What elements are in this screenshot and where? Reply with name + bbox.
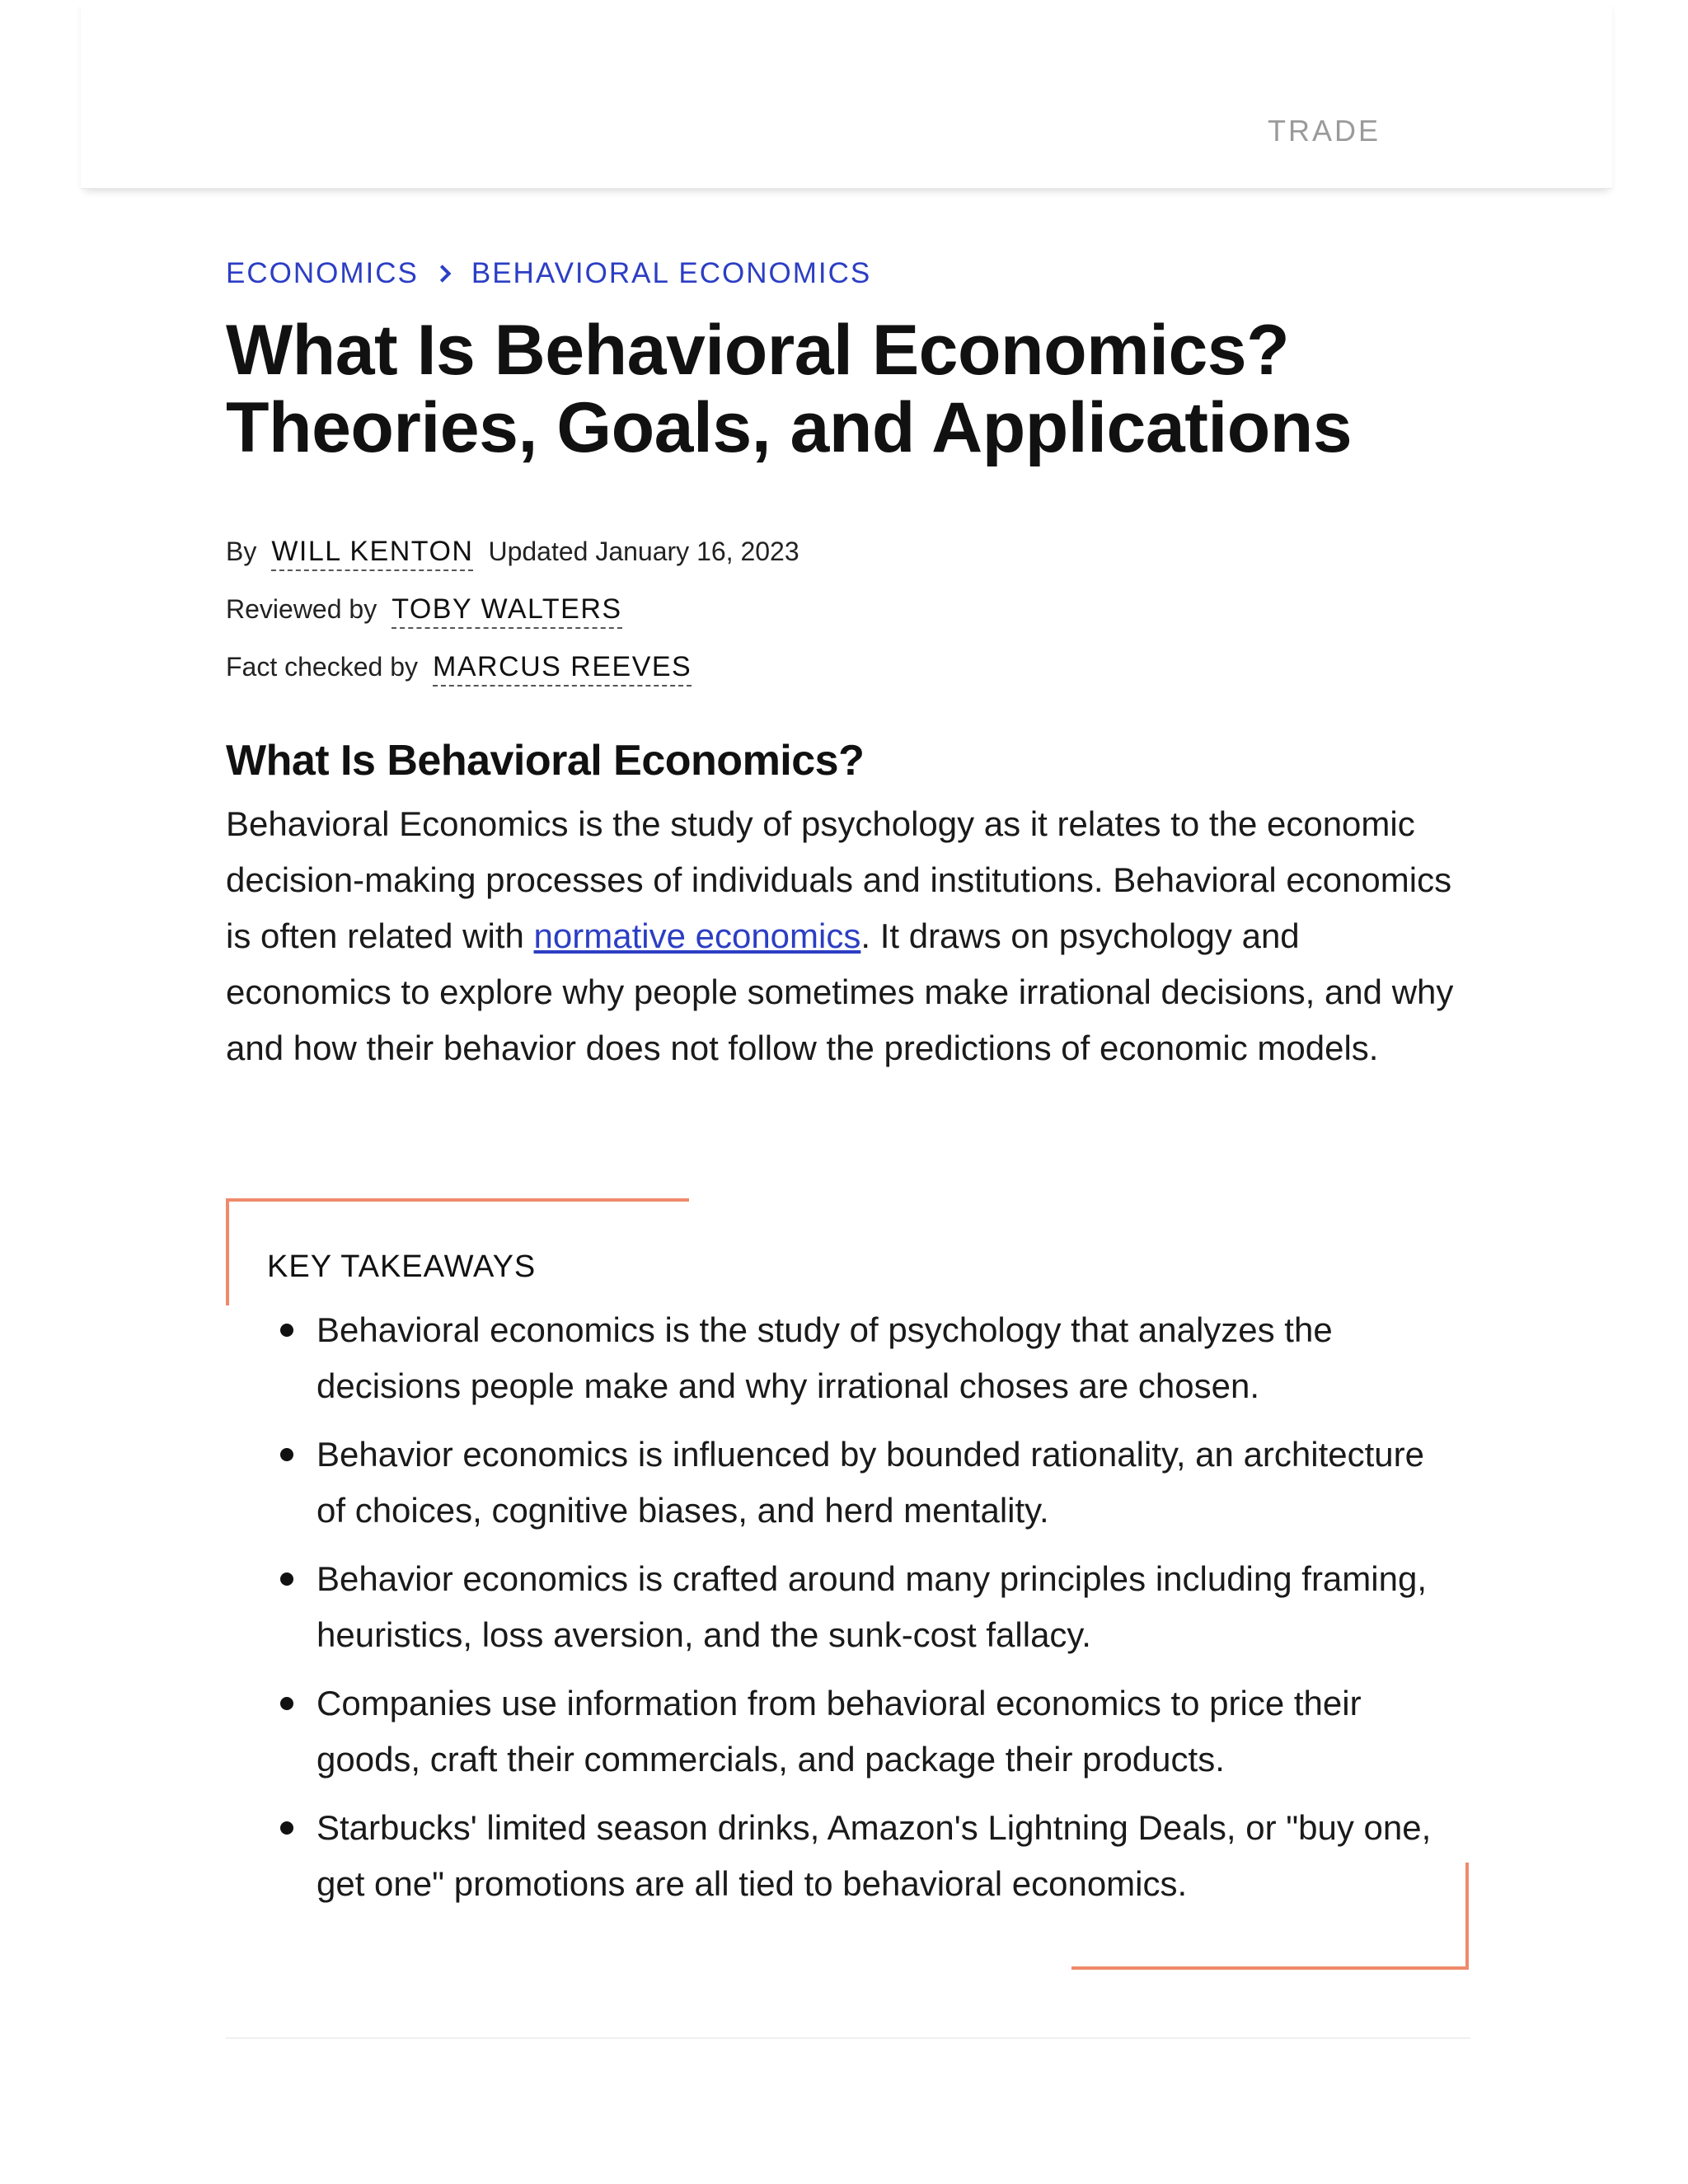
breadcrumb-economics[interactable]: ECONOMICS <box>226 257 419 289</box>
list-item <box>316 1551 1437 1663</box>
takeaway-text: Companies use information from behavioral economics to price their goods, craft their commercials, and package their products. <box>316 1684 1362 1779</box>
intro-text-start: Behavioral Economics is the study of psychology as it relates to the economic decision-making processes of individuals and institutions. Behavioral economics is often related with <box>226 804 1452 955</box>
takeaway-text: Behavior economics is influenced by bounded rationality, an architecture of choices, cognitive biases, and herd mentality. <box>316 1435 1424 1530</box>
key-takeaways-box <box>226 1198 1469 1970</box>
breadcrumb-behavioral-economics[interactable]: BEHAVIORAL ECONOMICS <box>471 257 872 289</box>
fact-checker-link[interactable]: MARCUS REEVES <box>433 651 692 687</box>
list-item <box>316 1302 1437 1414</box>
intro-paragraph <box>226 796 1470 1076</box>
bullet-icon <box>280 1821 293 1835</box>
bullet-icon <box>280 1324 293 1337</box>
key-takeaways-list <box>316 1302 1437 1924</box>
list-item <box>316 1800 1437 1912</box>
key-takeaways-heading: KEY TAKEAWAYS <box>267 1249 537 1284</box>
reviewer-link[interactable]: TOBY WALTERS <box>392 593 621 629</box>
byline-block <box>226 536 1470 709</box>
accent-corner-bottom-right <box>1071 1966 1469 1970</box>
byline-author-row <box>226 536 1470 593</box>
takeaway-text: Behavioral economics is the study of psychology that analyzes the decisions people make and why irrational choses are chosen. <box>316 1310 1333 1405</box>
breadcrumb <box>226 247 1470 300</box>
byline-factcheck-row <box>226 651 1470 709</box>
accent-corner-bottom-right-vertical <box>1465 1863 1469 1970</box>
intro-text-end: . It draws on psychology and economics to explore why people sometimes make irrational decisions, and why and how their behavior does not follow the predictions of economic models. <box>226 916 1454 1067</box>
top-navigation-bar <box>81 0 1612 189</box>
fact-checked-by-label: Fact checked by <box>226 652 418 682</box>
byline-reviewer-row <box>226 593 1470 651</box>
chevron-right-icon <box>434 262 457 285</box>
accent-corner-top-left-vertical <box>226 1198 229 1305</box>
list-item <box>316 1675 1437 1788</box>
accent-corner-top-left <box>226 1198 689 1202</box>
bullet-icon <box>280 1572 293 1586</box>
normative-economics-link[interactable]: normative economics <box>533 916 861 955</box>
page-title: What Is Behavioral Economics? Theories, Goals, and Applications <box>226 311 1353 467</box>
takeaway-text: Behavior economics is crafted around many principles including framing, heuristics, loss aversion, and the sunk-cost fallacy. <box>316 1559 1427 1654</box>
section-divider <box>226 2037 1470 2039</box>
bullet-icon <box>280 1697 293 1710</box>
takeaway-text: Starbucks' limited season drinks, Amazon's Lightning Deals, or "buy one, get one" promotions are all tied to behavioral economics. <box>316 1808 1432 1903</box>
bullet-icon <box>280 1448 293 1461</box>
by-label: By <box>226 537 257 566</box>
reviewed-by-label: Reviewed by <box>226 594 377 624</box>
section-heading: What Is Behavioral Economics? <box>226 737 865 785</box>
list-item <box>316 1427 1437 1539</box>
updated-date: Updated January 16, 2023 <box>488 537 799 566</box>
article-content <box>226 247 1470 1076</box>
nav-link-trade[interactable]: TRADE <box>1268 114 1381 148</box>
author-link[interactable]: WILL KENTON <box>271 536 473 571</box>
